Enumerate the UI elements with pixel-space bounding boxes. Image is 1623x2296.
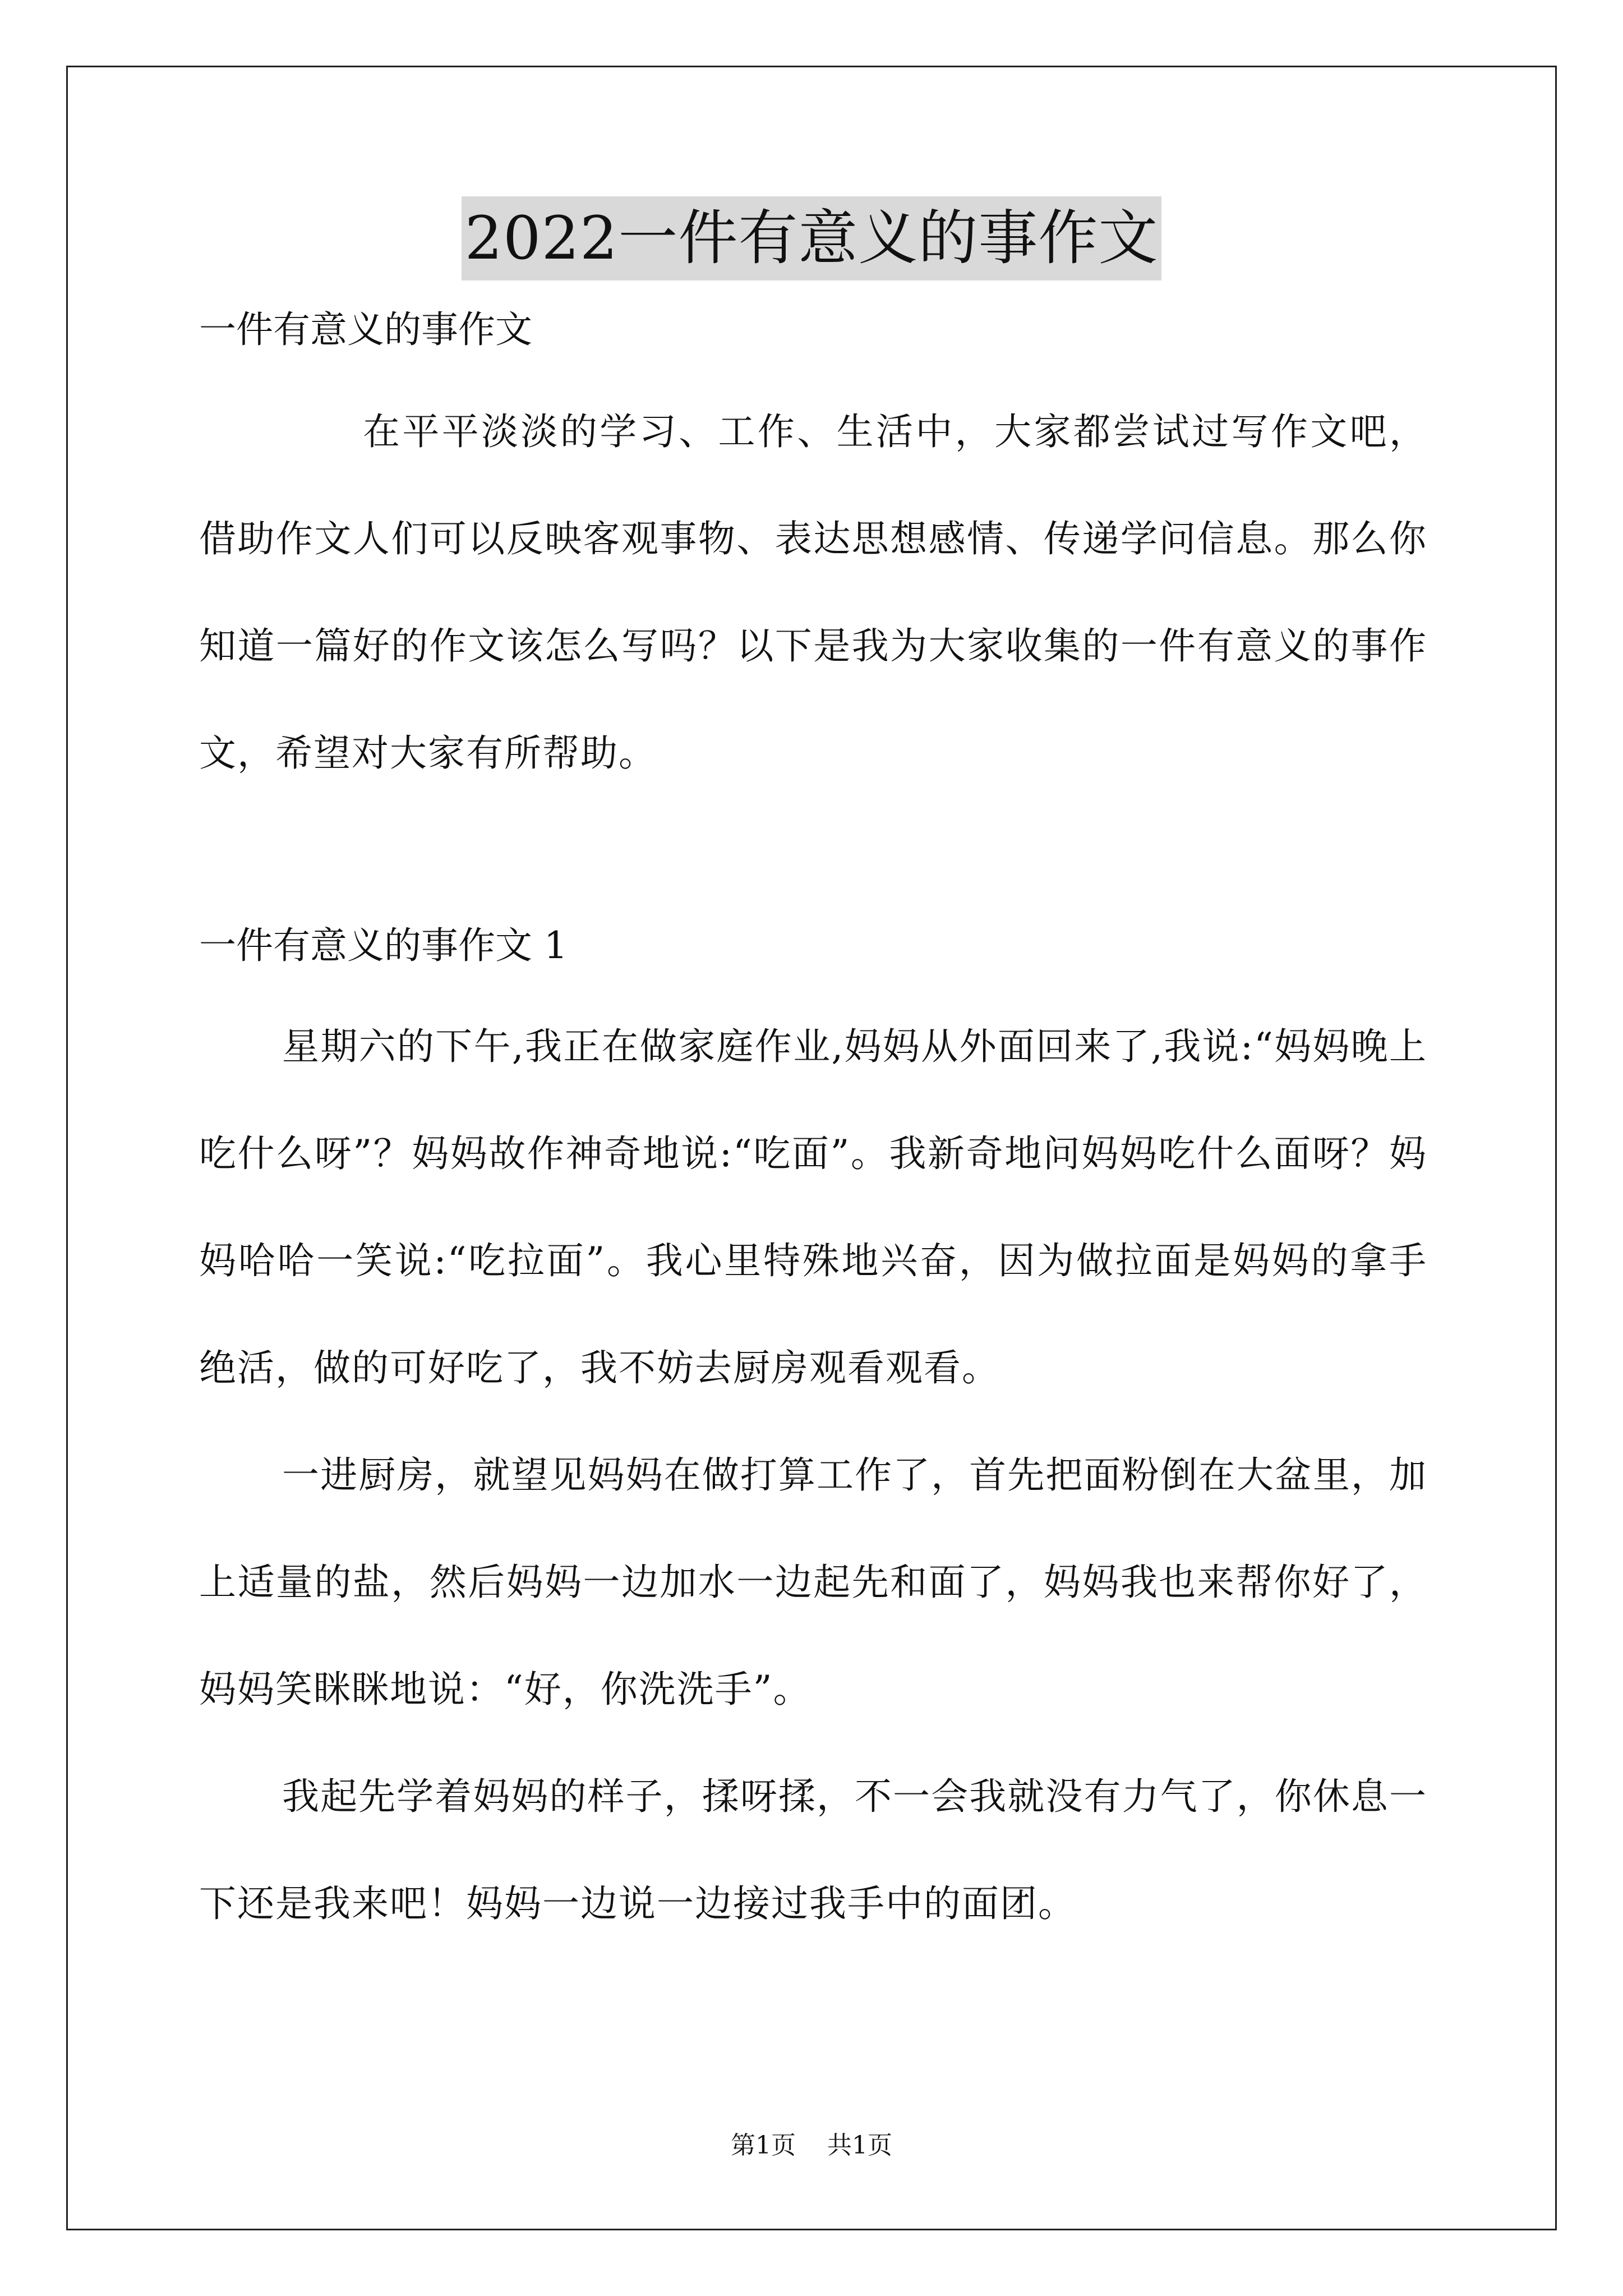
body-paragraph: 我起先学着妈妈的样子，揉呀揉，不一会我就没有力气了，你休息一下还是我来吧！妈妈一边说一边接过我手中的面团。 xyxy=(199,1775,1427,1925)
section-heading: 一件有意义的事作文 1 xyxy=(199,924,568,967)
page-footer: 第1页 共1页 xyxy=(731,2131,892,2160)
document-heading: 一件有意义的事作文 xyxy=(199,308,532,351)
document-body xyxy=(199,303,1427,1957)
spacer xyxy=(199,973,1427,993)
document-title: 2022一件有意义的事作文 xyxy=(462,196,1162,280)
body-paragraph: 星期六的下午,我正在做家庭作业,妈妈从外面回来了,我说:“妈妈晚上吃什么呀”？妈妈故作神奇地说:“吃面”。我新奇地问妈妈吃什么面呀？妈妈哈哈一笑说:“吃拉面”。我心里特殊地兴奋，因为做拉面是妈妈的拿手绝活，做的可好吃了，我不妨去厨房观看观看。 xyxy=(199,1025,1427,1389)
spacer xyxy=(199,357,1427,378)
intro-paragraph: 在平平淡淡的学习、工作、生活中，大家都尝试过写作文吧，借助作文人们可以反映客观事物、表达思想感情、传递学问信息。那么你知道一篇好的作文该怎么写吗？以下是我为大家收集的一件有意义的事作文，希望对大家有所帮助。 xyxy=(199,410,1427,775)
body-paragraph: 一进厨房，就望见妈妈在做打算工作了，首先把面粉倒在大盆里，加上适量的盐，然后妈妈一边加水一边起先和面了，妈妈我也来帮你好了，妈妈笑眯眯地说：“好，你洗洗手”。 xyxy=(199,1453,1427,1711)
spacer xyxy=(199,807,1427,919)
title-container xyxy=(0,196,1623,280)
